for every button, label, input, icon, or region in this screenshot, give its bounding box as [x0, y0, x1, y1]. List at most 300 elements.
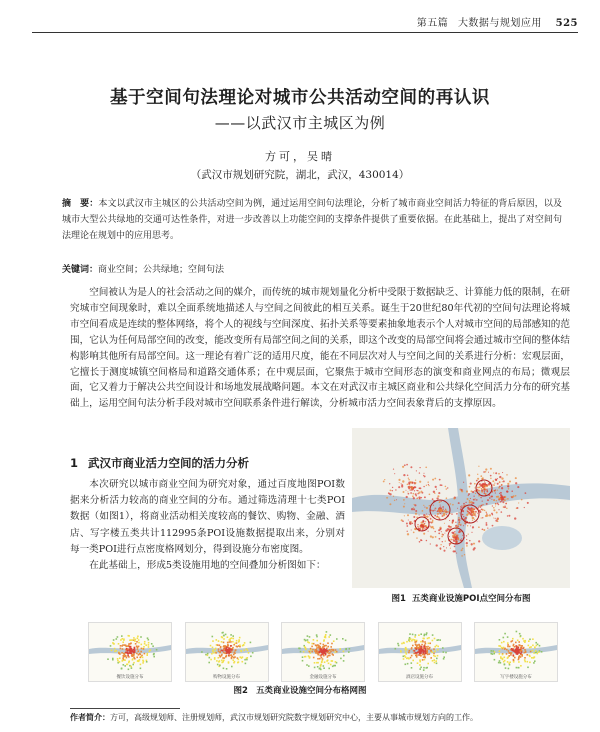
heat-cell	[321, 661, 323, 663]
poi-dot	[479, 487, 481, 489]
poi-dot	[527, 502, 529, 504]
poi-dot	[426, 516, 428, 518]
heat-cell	[507, 636, 509, 638]
poi-dot	[511, 490, 513, 492]
poi-dot	[436, 544, 438, 546]
heat-cell	[406, 663, 408, 665]
figure-1-label: 图1	[391, 594, 406, 604]
heat-cell	[421, 659, 423, 661]
poi-distribution-map	[352, 428, 570, 588]
heat-cell	[234, 649, 236, 651]
heat-cell	[525, 651, 527, 653]
poi-dot	[493, 499, 495, 501]
poi-dot	[424, 475, 426, 477]
poi-dot	[440, 504, 441, 505]
poi-dot	[451, 513, 452, 514]
heat-cell	[507, 657, 509, 659]
heat-cell	[303, 651, 305, 653]
poi-dot	[469, 540, 471, 542]
heat-cell	[402, 658, 404, 660]
poi-dot	[408, 493, 410, 495]
heat-cell	[220, 655, 222, 657]
heat-cell	[218, 645, 220, 647]
heat-cell	[128, 669, 130, 671]
heat-cell	[137, 648, 139, 650]
poi-dot	[440, 529, 441, 530]
heat-cell	[419, 659, 421, 661]
poi-dot	[481, 488, 483, 490]
heat-cell	[345, 640, 347, 642]
heat-cell	[120, 639, 122, 641]
heat-cell	[137, 637, 139, 639]
heat-cell	[503, 637, 505, 639]
heat-cell	[537, 653, 539, 655]
poi-dot	[500, 496, 502, 498]
heat-cell	[304, 646, 306, 648]
poi-dot	[466, 539, 467, 540]
heat-cell	[532, 650, 534, 652]
heat-cell	[333, 665, 335, 667]
heat-cell	[518, 661, 520, 663]
heat-cell	[325, 634, 327, 636]
poi-dot	[480, 475, 482, 477]
heat-cell	[323, 667, 325, 669]
heat-cell	[148, 639, 150, 641]
section-paragraph-1: 本次研究以城市商业空间为研究对象，通过百度地图POI数据来分析活力较高的商业空间的分布。通过筛选清理十七类POI数据（如图1），将商业活动相关度较高的餐饮、购物、金融、酒店、写字楼五类共计112995条POI设施数据提取出来，分别对每一类POI进行点密度格网划分，得到设施分布密度图。	[70, 479, 345, 555]
heat-cell	[216, 644, 218, 646]
heat-cell	[343, 651, 345, 653]
panel-label: 购物设施分布	[213, 675, 240, 680]
heat-cell	[321, 650, 323, 652]
poi-dot	[412, 495, 414, 497]
heat-cell	[141, 644, 143, 646]
heat-cell	[210, 659, 212, 661]
poi-dot	[466, 545, 468, 547]
heat-cell	[330, 651, 332, 653]
poi-dot	[456, 541, 457, 542]
poi-dot	[518, 502, 519, 503]
poi-dot	[459, 512, 460, 513]
poi-dot	[479, 506, 481, 508]
heat-cell	[335, 651, 337, 653]
heat-cell	[224, 647, 226, 649]
heat-cell	[510, 641, 512, 643]
heat-cell	[215, 652, 217, 654]
poi-dot	[495, 506, 496, 507]
heat-cell	[211, 647, 213, 649]
poi-dot	[414, 528, 416, 530]
heat-cell	[238, 637, 240, 639]
poi-dot	[437, 516, 438, 517]
running-header	[32, 14, 578, 33]
heat-cell	[134, 649, 136, 651]
heat-cell	[499, 650, 501, 652]
heat-cell	[148, 642, 150, 644]
heat-cell	[316, 636, 318, 638]
poi-dot	[393, 469, 394, 470]
heat-cell	[500, 662, 502, 664]
poi-dot	[417, 524, 418, 525]
heat-cell	[426, 651, 428, 653]
poi-dot	[440, 484, 442, 486]
heat-cell	[411, 634, 413, 636]
poi-dot	[484, 489, 486, 491]
figure-2-caption-text: 五类商业设施空间分布格网图	[255, 686, 367, 696]
heat-cell	[426, 667, 428, 669]
heat-cell	[533, 657, 535, 659]
poi-dot	[438, 532, 440, 534]
heat-cell	[127, 645, 129, 647]
heat-cell	[306, 664, 308, 666]
heat-cell	[125, 655, 127, 657]
heat-cell	[414, 636, 416, 638]
poi-dot	[498, 473, 500, 475]
heat-cell	[503, 641, 505, 643]
heat-cell	[433, 655, 435, 657]
poi-dot	[492, 525, 494, 527]
heat-cell	[504, 664, 506, 666]
heat-cell	[142, 657, 144, 659]
poi-dot	[439, 538, 441, 540]
heat-cell	[128, 661, 130, 663]
poi-dot	[432, 479, 434, 481]
poi-dot	[432, 519, 434, 521]
heat-cell	[124, 656, 126, 658]
poi-dot	[419, 541, 421, 543]
heat-cell	[435, 663, 437, 665]
heat-cell	[221, 662, 223, 664]
poi-dot	[395, 489, 396, 490]
poi-dot	[477, 487, 479, 489]
heat-cell	[229, 645, 231, 647]
poi-dot	[506, 491, 508, 493]
poi-dot	[426, 507, 428, 509]
poi-dot	[459, 520, 460, 521]
poi-dot	[478, 540, 480, 542]
heat-cell	[508, 668, 510, 670]
poi-dot	[405, 490, 406, 491]
poi-dot	[491, 499, 492, 500]
heat-cell	[428, 653, 430, 655]
heat-cell	[309, 651, 311, 653]
poi-dot	[415, 482, 417, 484]
heat-cell	[323, 644, 325, 646]
heat-cell	[138, 654, 140, 656]
poi-dot	[449, 536, 450, 537]
poi-dot	[491, 495, 493, 497]
heat-cell	[229, 640, 231, 642]
heat-cell	[140, 664, 142, 666]
poi-dot	[458, 521, 460, 523]
poi-dot	[431, 526, 433, 528]
heat-cell	[518, 644, 520, 646]
heat-cell	[133, 662, 135, 664]
heat-cell	[232, 641, 234, 643]
heat-cell	[123, 653, 125, 655]
heat-cell	[537, 644, 539, 646]
poi-dot	[495, 503, 496, 504]
poi-dot	[495, 479, 497, 481]
heat-cell	[138, 661, 140, 663]
heat-cell	[433, 638, 435, 640]
heat-cell	[328, 668, 330, 670]
poi-dot	[411, 529, 412, 530]
heat-cell	[427, 663, 429, 665]
heat-cell	[514, 651, 516, 653]
poi-dot	[384, 479, 385, 480]
heat-cell	[325, 637, 327, 639]
poi-dot	[435, 508, 436, 509]
poi-dot	[449, 545, 450, 546]
poi-dot	[506, 508, 508, 510]
heat-cell	[330, 664, 332, 666]
heat-cell	[238, 640, 240, 642]
poi-dot	[474, 498, 475, 499]
heat-cell	[320, 665, 322, 667]
poi-dot	[448, 525, 450, 527]
poi-dot	[424, 496, 426, 498]
poi-dot	[439, 501, 440, 502]
heat-cell	[120, 648, 122, 650]
poi-dot	[485, 471, 487, 473]
poi-dot	[422, 510, 424, 512]
poi-dot	[440, 544, 441, 545]
poi-dot	[404, 464, 406, 466]
heat-cell	[307, 635, 309, 637]
poi-dot	[427, 481, 429, 483]
poi-dot	[435, 536, 437, 538]
heat-cell	[136, 641, 138, 643]
poi-dot	[499, 476, 501, 478]
poi-dot	[472, 502, 474, 504]
heat-cell	[147, 637, 149, 639]
section-number: 1	[70, 456, 79, 470]
heat-cell	[228, 641, 230, 643]
poi-dot	[402, 466, 404, 468]
poi-dot	[443, 508, 444, 509]
poi-dot	[461, 555, 463, 557]
heat-cell	[515, 642, 517, 644]
heat-cell	[213, 652, 215, 654]
heat-cell	[394, 648, 396, 650]
heat-cell	[421, 654, 423, 656]
section-heading	[70, 455, 249, 471]
heat-cell	[415, 656, 417, 658]
heat-cell	[507, 642, 509, 644]
heat-cell	[517, 648, 519, 650]
heat-cell	[415, 648, 417, 650]
poi-dot	[415, 510, 417, 512]
heat-cell	[509, 646, 511, 648]
poi-dot	[440, 509, 442, 511]
heat-cell	[532, 638, 534, 640]
heat-cell	[234, 656, 236, 658]
heat-cell	[121, 652, 123, 654]
heat-cell	[514, 646, 516, 648]
heat-cell	[421, 649, 423, 651]
heat-cell	[335, 649, 337, 651]
heat-cell	[201, 651, 203, 653]
poi-dot	[477, 521, 478, 522]
heat-cell	[397, 645, 399, 647]
poi-dot	[488, 485, 489, 486]
heat-cell	[246, 657, 248, 659]
heat-cell	[119, 661, 121, 663]
heat-cell	[424, 643, 426, 645]
heat-cell	[423, 659, 425, 661]
heat-cell	[132, 664, 134, 666]
heat-cell	[498, 645, 500, 647]
poi-dot	[476, 499, 478, 501]
heat-cell	[408, 650, 410, 652]
heat-cell	[124, 659, 126, 661]
poi-dot	[450, 539, 452, 541]
heat-cell	[222, 642, 224, 644]
heat-cell	[313, 657, 315, 659]
heat-cell	[324, 661, 326, 663]
heat-cell	[220, 636, 222, 638]
heat-cell	[532, 645, 534, 647]
poi-dot	[452, 522, 454, 524]
poi-dot	[501, 499, 502, 500]
poi-dot	[446, 488, 448, 490]
poi-dot	[477, 478, 479, 480]
poi-dot	[495, 489, 496, 490]
poi-dot	[501, 477, 503, 479]
poi-dot	[411, 489, 413, 491]
heat-cell	[410, 648, 412, 650]
heat-cell	[332, 653, 334, 655]
heat-cell	[327, 656, 329, 658]
poi-dot	[389, 493, 391, 495]
poi-dot	[413, 504, 414, 505]
poi-dot	[434, 492, 435, 493]
footnote-rule	[70, 708, 180, 709]
poi-dot	[423, 505, 424, 506]
heat-cell	[420, 651, 422, 653]
poi-dot	[419, 498, 421, 500]
poi-dot	[408, 479, 410, 481]
heat-cell	[216, 660, 218, 662]
heat-cell	[217, 648, 219, 650]
poi-dot	[404, 503, 405, 504]
heat-cell	[316, 634, 318, 636]
footnote-label: 作者简介：	[70, 713, 110, 722]
poi-dot	[436, 489, 437, 490]
heat-cell	[131, 667, 133, 669]
poi-dot	[474, 490, 475, 491]
heat-cell	[134, 640, 136, 642]
poi-dot	[486, 514, 488, 516]
heat-cell	[132, 654, 134, 656]
heat-cell	[144, 653, 146, 655]
heat-cell	[208, 662, 210, 664]
heat-cell	[129, 646, 131, 648]
poi-dot	[438, 516, 440, 518]
heat-cell	[319, 654, 321, 656]
heat-cell	[146, 660, 148, 662]
heat-cell	[436, 658, 438, 660]
heat-cell	[420, 655, 422, 657]
poi-dot	[441, 536, 443, 538]
poi-dot	[428, 484, 429, 485]
heat-cell	[499, 639, 501, 641]
heat-cell	[312, 649, 314, 651]
poi-dot	[458, 538, 460, 540]
poi-dot	[507, 483, 509, 485]
poi-dot	[468, 495, 469, 496]
heat-cell	[493, 653, 495, 655]
poi-dot	[461, 489, 463, 491]
poi-dot	[442, 511, 444, 513]
heat-cell	[510, 654, 512, 656]
heat-cell	[324, 649, 326, 651]
poi-dot	[478, 466, 479, 467]
heat-cell	[222, 652, 224, 654]
poi-dot	[437, 495, 439, 497]
poi-dot	[474, 483, 476, 485]
poi-dot	[490, 478, 491, 479]
heat-cell	[141, 655, 143, 657]
heat-cell	[209, 645, 211, 647]
poi-dot	[429, 505, 431, 507]
heat-cell	[524, 649, 526, 651]
poi-dot	[497, 478, 498, 479]
poi-dot	[411, 521, 413, 523]
poi-dot	[516, 508, 517, 509]
heat-cell	[410, 655, 412, 657]
poi-dot	[424, 523, 425, 524]
heat-cell	[138, 642, 140, 644]
poi-dot	[410, 492, 412, 494]
poi-dot	[413, 508, 415, 510]
poi-dot	[481, 505, 483, 507]
poi-dot	[423, 486, 424, 487]
heat-cell	[222, 657, 224, 659]
heat-cell	[445, 652, 447, 654]
heat-cell	[322, 647, 324, 649]
poi-dot	[498, 498, 500, 500]
heat-cell	[517, 640, 519, 642]
poi-dot	[446, 547, 447, 548]
heat-cell	[539, 645, 541, 647]
lake	[482, 526, 522, 550]
heat-cell	[302, 660, 304, 662]
poi-dot	[507, 486, 508, 487]
heat-cell	[126, 648, 128, 650]
poi-dot	[487, 499, 489, 501]
heat-cell	[313, 643, 315, 645]
panel-label: 酒店设施分布	[406, 675, 433, 680]
poi-dot	[463, 482, 464, 483]
heat-cell	[232, 635, 234, 637]
poi-dot	[503, 496, 504, 497]
poi-dot	[429, 493, 431, 495]
heat-cell	[206, 653, 208, 655]
heat-cell	[136, 653, 138, 655]
heat-cell	[146, 654, 148, 656]
heat-cell	[214, 649, 216, 651]
poi-dot	[411, 508, 413, 510]
heat-cell	[327, 642, 329, 644]
heat-cell	[311, 643, 313, 645]
poi-dot	[508, 488, 510, 490]
heat-cell	[153, 656, 155, 658]
heat-cell	[314, 662, 316, 664]
poi-dot	[416, 537, 417, 538]
heat-cell	[518, 641, 520, 643]
poi-dot	[441, 513, 442, 514]
